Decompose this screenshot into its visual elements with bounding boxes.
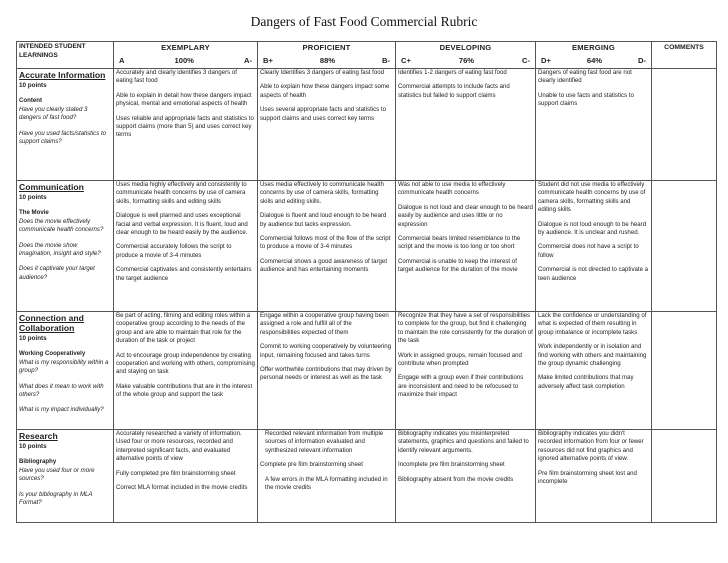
descriptor-text: Dialogue is not loud and clear enough to be heard easily by audience and uses little or no expression xyxy=(398,203,533,228)
descriptor-cell-exemplary xyxy=(114,312,258,430)
descriptor-text: Act to encourage group independence by creating cooperation and working with others, compromising and staying on task xyxy=(116,351,255,376)
descriptor-text: Commit to working cooperatively by volunteering input, remaining focused and takes turns xyxy=(260,343,392,359)
descriptor-text: Recognize that they have a set of responsibilities to complete for the group, but find it challenging to maintain the role consistently for the duration of the task xyxy=(398,312,533,345)
descriptor-text: Able to explain in detail how these dangers impact physical, mental and emotional aspects of health xyxy=(116,91,252,108)
descriptor-text: Correct MLA format included in the movie credits xyxy=(116,484,248,492)
header-outcomes: INTENDED STUDENT LEARNINGS xyxy=(17,42,114,69)
descriptor-text: Accurately and clearly identifies 3 dangers of eating fast food xyxy=(116,69,237,85)
rubric-table xyxy=(16,41,717,523)
descriptor-text: Commercial shows a good awareness of target audience and has entertaining moments xyxy=(260,257,388,274)
criterion-cell xyxy=(17,312,114,430)
descriptor-text: Work in assigned groups, remain focused and contribute when prompted xyxy=(398,351,522,368)
descriptor-text: Pre film brainstorming sheet lost and incomplete xyxy=(538,469,637,486)
descriptor-cell-emerging xyxy=(536,69,652,181)
descriptor-cell-proficient xyxy=(258,69,396,181)
criterion-cell xyxy=(17,69,114,181)
header-level-exemplary xyxy=(114,42,258,69)
criterion-subheading: The Movie xyxy=(19,209,49,217)
descriptor-text: Uses reliable and appropriate facts and statistics to support claims (more than 5) and uses correct key terms xyxy=(116,114,254,139)
descriptor-text: Dialogue is fluent and loud enough to be heard by audience but lacks expression. xyxy=(260,212,387,228)
level-percent: 76% xyxy=(458,56,475,66)
level-low: C- xyxy=(521,56,530,66)
rubric-row xyxy=(17,430,717,523)
header-level-emerging xyxy=(536,42,652,69)
descriptor-text: Make valuable contributions that are in the interest of the whole group and support the task xyxy=(116,382,253,399)
criterion-question: What is my responsibility within a group? xyxy=(19,358,109,375)
descriptor-cell-developing xyxy=(396,312,536,430)
header-level-developing xyxy=(396,42,536,69)
criterion-name: Research xyxy=(19,431,58,441)
descriptor-text: Able to explain how these dangers impact some aspects of health xyxy=(260,83,390,99)
comments-cell xyxy=(652,69,717,181)
descriptor-text: Commercial is not directed to captivate a teen audience xyxy=(538,266,649,282)
level-grade: B+ xyxy=(263,56,273,66)
descriptor-text: Accurately researched a variety of information. Used four or more resources, recorded and interpreted significant facts, and evaluated alternative points of view xyxy=(116,430,242,463)
descriptor-text: Uses media highly effectively and consistently to communicate health concerns by use of camera skills, formatting skills and editing skills xyxy=(116,181,247,205)
level-low: A- xyxy=(243,56,252,66)
descriptor-cell-emerging xyxy=(536,181,652,312)
comments-cell xyxy=(652,430,717,523)
descriptor-cell-exemplary xyxy=(114,430,258,523)
rubric-row xyxy=(17,181,717,312)
level-percent: 88% xyxy=(319,56,336,66)
level-name: DEVELOPING xyxy=(439,43,492,52)
descriptor-text: Be part of acting, filming and editing roles within a cooperative group according to the needs of the group and are able to maintain that role for the duration of the task or project xyxy=(116,312,251,345)
descriptor-text: Commercial follows most of the flow of the script to produce a movie of 3-4 minutes xyxy=(260,235,391,251)
criterion-name: Communication xyxy=(19,182,84,192)
header-level-proficient xyxy=(258,42,396,69)
descriptor-text: Bibliography indicates you misinterpreted statements, graphics and questions and failed to identify relevant arguments. xyxy=(398,430,529,454)
spacer xyxy=(19,484,111,491)
descriptor-text: Dialogue is not loud enough to be heard by audience. It is unclear and rushed. xyxy=(538,220,647,237)
descriptor-cell-developing xyxy=(396,430,536,523)
criterion-points: 10 points xyxy=(19,335,47,342)
descriptor-text: Recorded relevant information from multiple sources of information evaluated and synthesized relevant information xyxy=(265,430,384,454)
rubric-row xyxy=(17,69,717,181)
rubric-row xyxy=(17,312,717,430)
comments-cell xyxy=(652,181,717,312)
criterion-cell xyxy=(17,430,114,523)
descriptor-text: Was not able to use media to effectively communicate health concerns xyxy=(398,181,506,197)
descriptor-text: Incomplete pre film brainstorming sheet xyxy=(398,461,505,469)
criterion-points: 10 points xyxy=(19,194,47,201)
comments-label: COMMENTS xyxy=(664,44,704,51)
descriptor-text: Dangers of eating fast food are not clearly identified xyxy=(538,69,632,85)
criterion-question: Does the movie show imagination, insight and style? xyxy=(19,241,101,258)
criterion-question: What is my impact individually? xyxy=(19,406,104,414)
criterion-question: What does it mean to work with others? xyxy=(19,382,104,399)
descriptor-cell-emerging xyxy=(536,312,652,430)
header-comments xyxy=(652,42,717,69)
descriptor-text: Commercial is unable to keep the interest of target audience for the duration of the movie xyxy=(398,257,518,274)
descriptor-text: Commercial bears limited resemblance to the script and the movie is too long or too short xyxy=(398,235,521,251)
level-grade: A xyxy=(119,56,125,66)
level-name: EMERGING xyxy=(572,43,615,52)
descriptor-cell-proficient xyxy=(258,430,396,523)
spacer xyxy=(19,376,111,383)
spacer xyxy=(19,258,111,265)
descriptor-cell-exemplary xyxy=(114,181,258,312)
descriptor-text: Unable to use facts and statistics to support claims xyxy=(538,91,634,108)
descriptor-text: Uses media effectively to communicate health concerns by use of camera skills, formatting skills and editing skills. xyxy=(260,181,384,205)
header-row xyxy=(17,42,717,69)
descriptor-text: Uses several appropriate facts and statistics to support claims and uses correct key terms xyxy=(260,106,386,122)
descriptor-text: Student did not use media to effectively communicate health concerns by use of camera skills, formatting skills and editing skills xyxy=(538,181,646,214)
criterion-question: Does the movie effectively communicate health concerns? xyxy=(19,217,104,234)
page-title: Dangers of Fast Food Commercial Rubric xyxy=(250,14,478,29)
criterion-subheading: Content xyxy=(19,97,43,105)
descriptor-text: Bibliography absent from the movie credits xyxy=(398,475,514,483)
criterion-question: Have you used four or more sources? xyxy=(19,466,95,483)
criterion-question: Have you clearly stated 3 dangers of fast food? xyxy=(19,105,88,122)
descriptor-text: Bibliography indicates you didn't recorded information from four or fewer resources did not find graphics and ignored alternative points of view. xyxy=(538,430,644,463)
level-name: PROFICIENT xyxy=(302,43,351,52)
criterion-question: Have you used facts/statistics to support claims? xyxy=(19,129,107,146)
level-low: B- xyxy=(381,56,390,66)
spacer xyxy=(19,399,111,406)
level-name: EXEMPLARY xyxy=(161,43,210,52)
criterion-subheading: Bibliography xyxy=(19,458,57,466)
level-grade: D+ xyxy=(541,56,551,66)
descriptor-cell-developing xyxy=(396,69,536,181)
criterion-cell xyxy=(17,181,114,312)
descriptor-cell-developing xyxy=(396,181,536,312)
descriptor-cell-exemplary xyxy=(114,69,258,181)
criterion-name: Connection and Collaboration xyxy=(19,313,84,333)
descriptor-text: Dialogue is well planned and uses exceptional facial and verbal expression. It is fluent, loud and clear enough to be heard easily by the audience. xyxy=(116,212,248,237)
level-low: D- xyxy=(637,56,646,66)
descriptor-text: Complete pre film brainstorming sheet xyxy=(260,461,363,469)
descriptor-text: Commercial attempts to include facts and statistics but failed to support claims xyxy=(398,83,510,99)
comments-cell xyxy=(652,312,717,430)
descriptor-text: Commercial captivates and consistently entertains the target audience xyxy=(116,266,252,282)
level-grade: C+ xyxy=(401,56,411,66)
descriptor-cell-proficient xyxy=(258,181,396,312)
descriptor-text: Clearly Identifies 3 dangers of eating fast food xyxy=(260,69,384,76)
descriptor-text: Offer worthwhile contributions that may driven by personal needs or interest as well as the task xyxy=(260,366,392,382)
criterion-name: Accurate Information xyxy=(19,70,106,80)
criterion-subheading: Working Cooperatively xyxy=(19,350,86,358)
descriptor-cell-proficient xyxy=(258,312,396,430)
level-percent: 64% xyxy=(586,56,603,66)
spacer xyxy=(19,235,111,242)
spacer xyxy=(19,123,111,130)
criterion-points: 10 points xyxy=(19,82,47,89)
criterion-question: Is your bibliography in MLA Format? xyxy=(19,490,93,507)
descriptor-text: Commercial accurately follows the script to produce a movie of 3-4 minutes xyxy=(116,243,232,259)
descriptor-text: Lack the confidence or understanding of what is expected of them resulting in group imbalance or incomplete tasks xyxy=(538,312,647,336)
descriptor-text: Commercial does not have a script to follow xyxy=(538,243,639,259)
descriptor-text: Make limited contributions that may adversely affect task completion xyxy=(538,374,634,390)
descriptor-text: A few errors in the MLA formatting included in the movie credits xyxy=(265,475,388,492)
descriptor-cell-emerging xyxy=(536,430,652,523)
descriptor-text: Work independently or in isolation and find working with others and maintaining the group dynamic challenging xyxy=(538,343,647,368)
descriptor-text: Fully completed pre film brainstorming sheet xyxy=(116,469,236,477)
descriptor-text: Engage within a cooperative group having been assigned a role and fulfill all of the responsibilities expected of them xyxy=(260,312,389,336)
descriptor-text: Engage with a group even if their contributions are inconsistent and need to be refocused to maximize their impact xyxy=(398,374,524,399)
criterion-question: Does it captivate your target audience? xyxy=(19,265,95,281)
level-percent: 100% xyxy=(174,56,194,66)
criterion-points: 10 points xyxy=(19,443,47,450)
descriptor-text: Identifies 1-2 dangers of eating fast food xyxy=(398,69,507,76)
